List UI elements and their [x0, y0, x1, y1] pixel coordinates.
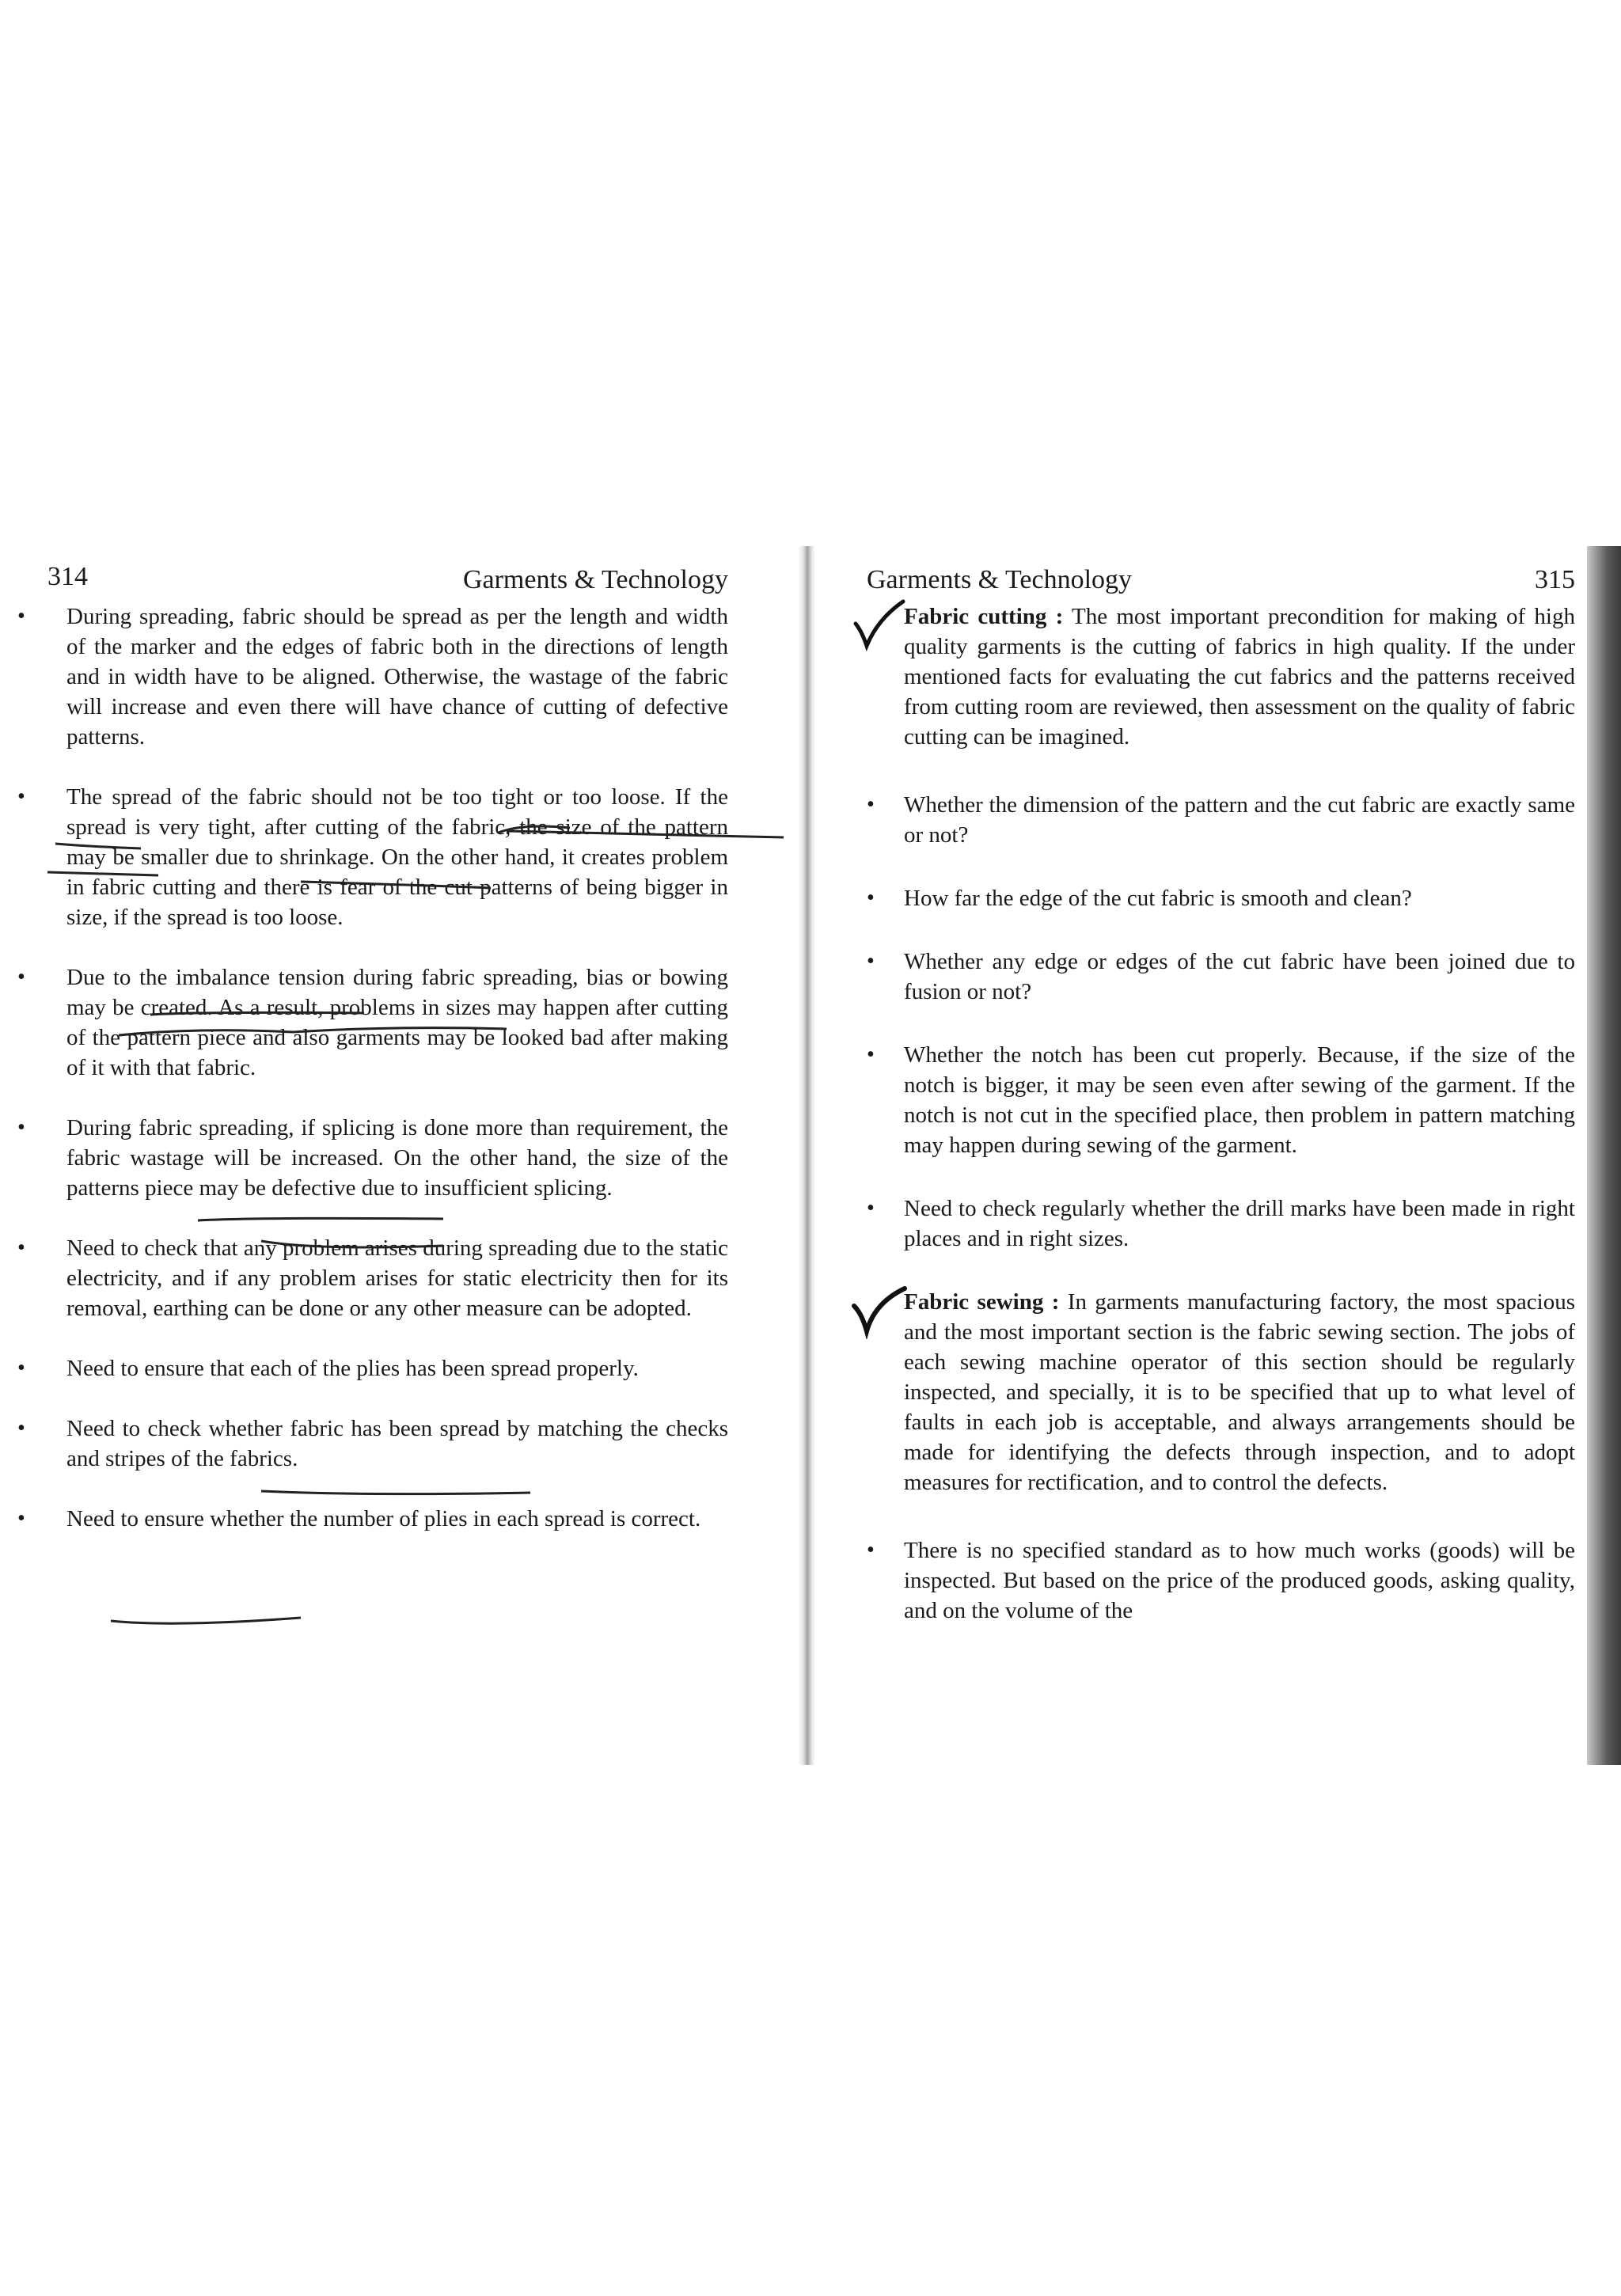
list-item [867, 1194, 1575, 1254]
list-item [17, 1233, 728, 1323]
sewing-bullet-list [867, 1535, 1575, 1626]
list-item [867, 883, 1575, 913]
section-heading: Fabric cutting : [904, 604, 1064, 629]
bullet-icon: • [867, 1196, 875, 1220]
list-item-text: Need to ensure that each of the plies has been spread properly. [66, 1356, 639, 1381]
list-item-text: The spread of the fabric should not be too tight or too loose. If the spread is very tight, after cutting of the fabric, the size of the pattern may be smaller due to shrinkage. On the other hand, it creates problem in fabric cutting and there is fear of the cut patterns of being bigger in size, if the spread is too loose. [66, 784, 728, 930]
list-item [17, 782, 728, 932]
bullet-icon: • [17, 965, 25, 989]
left-page [17, 562, 728, 1749]
bullet-icon: • [17, 1506, 25, 1531]
list-item [17, 1113, 728, 1203]
list-item-text: Need to check regularly whether the drill marks have been made in right places and in right sizes. [904, 1196, 1575, 1251]
list-item-text: How far the edge of the cut fabric is smooth and clean? [904, 886, 1412, 911]
list-item-text: Need to check that any problem arises during spreading due to the static electricity, and if any problem arises for static electricity then for its removal, earthing can be done or any other measure can be adopted. [66, 1235, 728, 1321]
section-heading: Fabric sewing : [904, 1289, 1060, 1315]
list-item-text: Whether any edge or edges of the cut fabric have been joined due to fusion or not? [904, 949, 1575, 1004]
list-item-text: Need to ensure whether the number of plies in each spread is correct. [66, 1506, 701, 1531]
list-item-text: There is no specified standard as to how much works (goods) will be inspected. But based on the price of the produced goods, asking quality, and on the volume of the [904, 1538, 1575, 1623]
list-item-text: Whether the dimension of the pattern and the cut fabric are exactly same or not? [904, 792, 1575, 848]
book-gutter [798, 546, 815, 1765]
bullet-icon: • [17, 1115, 25, 1140]
page-edge-shadow [1587, 546, 1621, 1765]
bullet-icon: • [17, 784, 25, 809]
bullet-icon: • [867, 792, 875, 817]
bullet-icon: • [867, 949, 875, 973]
bullet-icon: • [17, 604, 25, 628]
list-item [867, 947, 1575, 1007]
book-title: Garments & Technology [867, 565, 1133, 594]
section-body: In garments manufacturing factory, the most spacious and the most important section is the fabric sewing section. The jobs of each sewing machine operator of this section should be regularly inspected, and specially, it is to be specified that up to what level of faults in each job is acceptable, and always arrangements should be made for identifying the defects through inspection, and to adopt measures for rectification, and to control the defects. [904, 1289, 1575, 1495]
list-item [867, 790, 1575, 850]
list-item-text: Whether the notch has been cut properly. Because, if the size of the notch is bigger, it may be seen even after sewing of the garment. If the notch is not cut in the specified place, then problem in pattern matching may happen during sewing of the garment. [904, 1042, 1575, 1158]
book-title: Garments & Technology [462, 565, 728, 594]
checkmark-icon [851, 597, 908, 654]
bullet-icon: • [17, 1356, 25, 1380]
bullet-icon: • [17, 1416, 25, 1440]
bullet-icon: • [17, 1235, 25, 1260]
list-item [867, 1535, 1575, 1626]
left-bullet-list [17, 602, 728, 1534]
list-item [17, 1414, 728, 1474]
list-item-text: Need to check whether fabric has been spread by matching the checks and stripes of the fabrics. [66, 1416, 728, 1471]
bullet-icon: • [867, 1042, 875, 1067]
list-item [17, 962, 728, 1083]
checkmark-icon [851, 1282, 908, 1339]
section-body: The most important precondition for making of high quality garments is the cutting of fabrics in high quality. If the under mentioned facts for evaluating the cut fabrics and the patterns received from cutting room are reviewed, then assessment on the quality of fabric cutting can be imagined. [904, 604, 1575, 750]
section-fabric-sewing [867, 1287, 1575, 1497]
page-number: 315 [1535, 565, 1575, 594]
list-item-text: During spreading, fabric should be spread as per the length and width of the marker and the edges of fabric both in the directions of length and in width have to be aligned. Otherwise, the wastage of the fabric will increase and even there will have chance of cutting of defective patterns. [66, 604, 728, 750]
section-fabric-cutting [867, 602, 1575, 752]
list-item [17, 1504, 728, 1534]
cutting-bullet-list [867, 790, 1575, 1254]
page-number: 314 [47, 562, 88, 591]
list-item [17, 602, 728, 752]
list-item-text: During fabric spreading, if splicing is done more than requirement, the fabric wastage will be increased. On the other hand, the size of the patterns piece may be defective due to insufficient splicing. [66, 1115, 728, 1201]
left-running-head [47, 562, 728, 602]
list-item-text: Due to the imbalance tension during fabric spreading, bias or bowing may be created. As a result, problems in sizes may happen after cutting of the pattern piece and also garments may be looked bad after making of it with that fabric. [66, 965, 728, 1080]
list-item [17, 1353, 728, 1383]
right-running-head [867, 562, 1575, 602]
bullet-icon: • [867, 1538, 875, 1562]
right-page [867, 562, 1575, 1749]
list-item [867, 1040, 1575, 1160]
bullet-icon: • [867, 886, 875, 910]
